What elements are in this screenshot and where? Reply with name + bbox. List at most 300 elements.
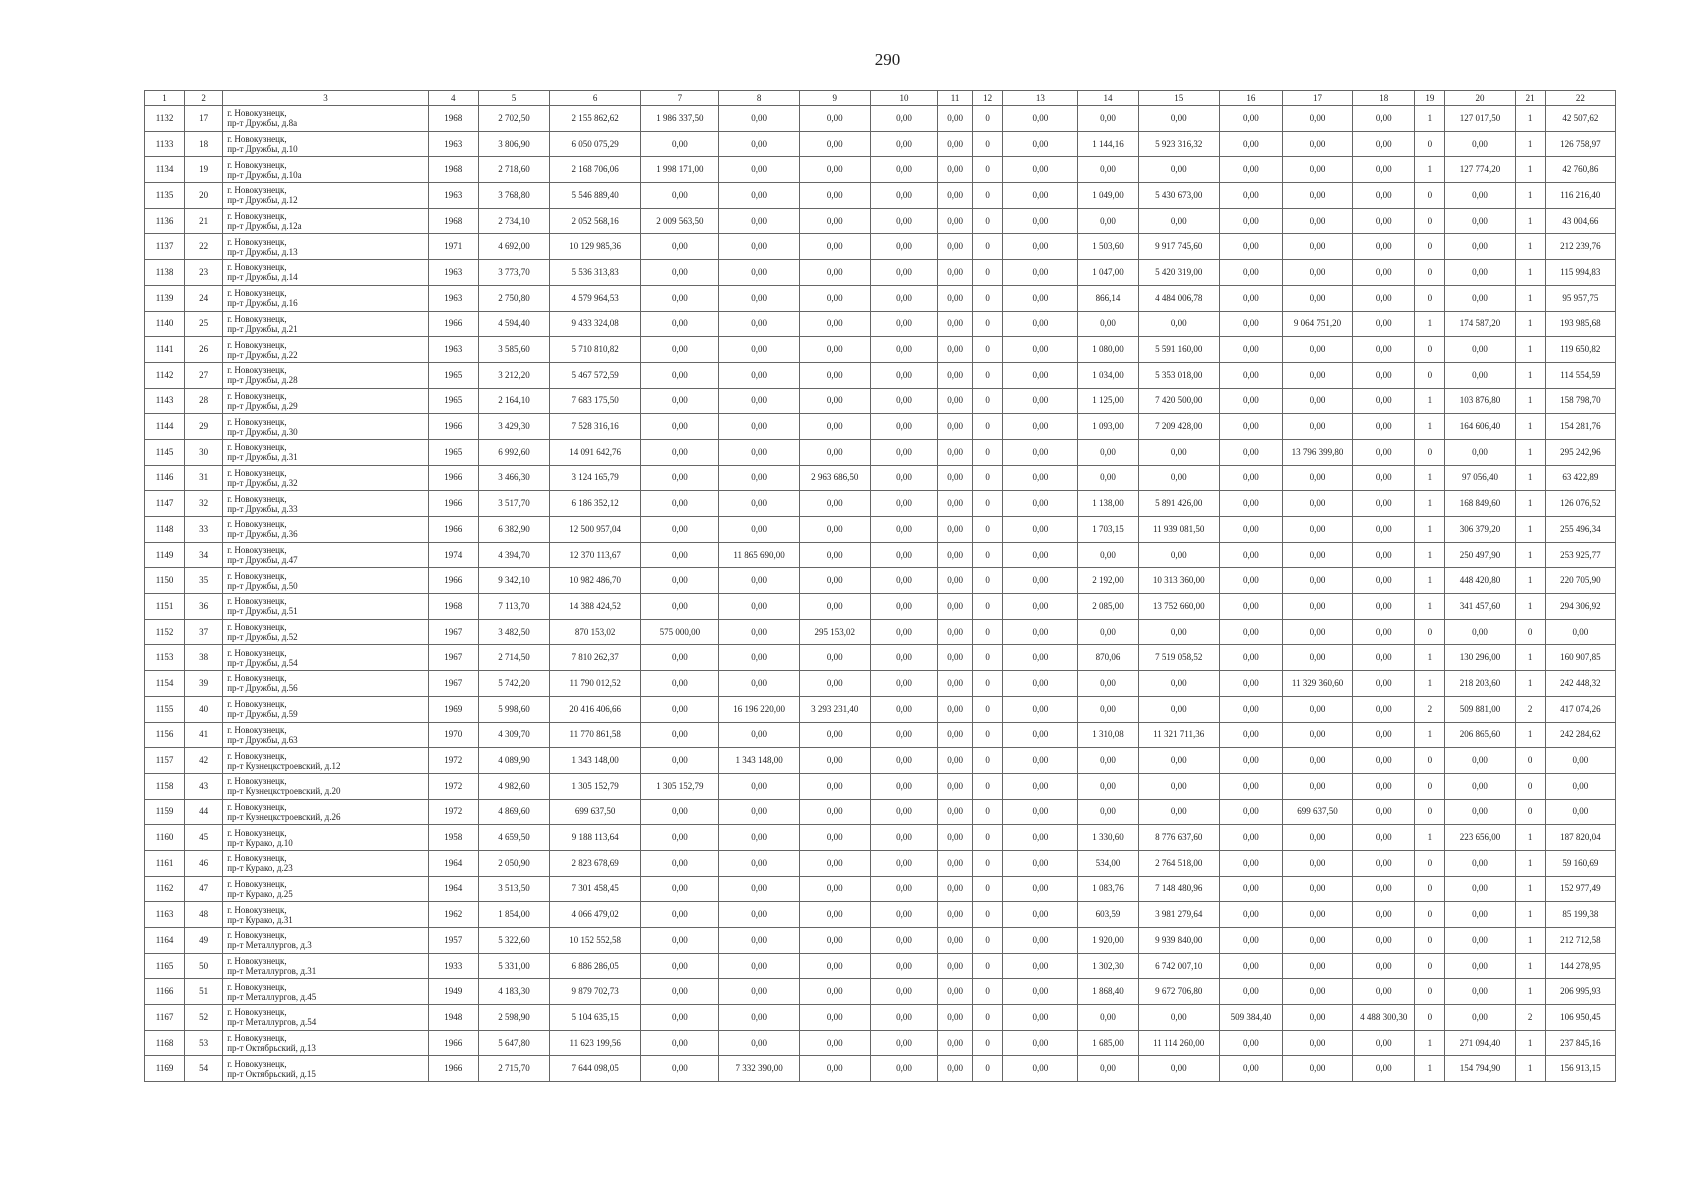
cell-col-4: 1974 [428, 542, 478, 568]
cell-col-8: 0,00 [719, 439, 799, 465]
cell-col-5: 2 734,10 [478, 208, 549, 234]
cell-col-1: 1140 [145, 311, 185, 337]
cell-col-15: 0,00 [1138, 696, 1219, 722]
cell-col-11: 0,00 [938, 773, 973, 799]
cell-col-6: 11 770 861,58 [550, 722, 641, 748]
address-line: г. Новокузнецк, [227, 493, 287, 504]
cell-col-22: 114 554,59 [1545, 362, 1615, 388]
cell-col-15: 9 917 745,60 [1138, 234, 1219, 260]
column-header-20: 20 [1445, 91, 1515, 106]
table-row [145, 311, 1616, 337]
cell-col-22: 160 907,85 [1545, 645, 1615, 671]
cell-col-8: 0,00 [719, 337, 799, 363]
cell-col-15: 2 764 518,00 [1138, 850, 1219, 876]
cell-col-14: 0,00 [1078, 1005, 1138, 1031]
cell-col-4: 1968 [428, 157, 478, 183]
cell-col-20: 0,00 [1445, 285, 1515, 311]
cell-col-15: 0,00 [1138, 106, 1219, 132]
cell-col-5: 3 212,20 [478, 362, 549, 388]
cell-col-5: 3 768,80 [478, 183, 549, 209]
cell-col-8: 0,00 [719, 311, 799, 337]
cell-col-1: 1164 [145, 928, 185, 954]
cell-col-11: 0,00 [938, 285, 973, 311]
cell-col-22: 237 845,16 [1545, 1030, 1615, 1056]
cell-col-20: 0,00 [1445, 337, 1515, 363]
cell-col-4: 1965 [428, 362, 478, 388]
cell-col-9: 0,00 [799, 131, 870, 157]
cell-col-22: 187 820,04 [1545, 825, 1615, 851]
cell-col-12: 0 [973, 773, 1003, 799]
table-row [145, 183, 1616, 209]
cell-col-21: 2 [1515, 1005, 1545, 1031]
cell-col-12: 0 [973, 517, 1003, 543]
cell-col-8: 0,00 [719, 131, 799, 157]
address-cell [223, 208, 429, 234]
cell-col-13: 0,00 [1003, 517, 1078, 543]
cell-col-12: 0 [973, 465, 1003, 491]
cell-col-14: 0,00 [1078, 106, 1138, 132]
cell-col-10: 0,00 [870, 722, 937, 748]
cell-col-20: 0,00 [1445, 850, 1515, 876]
cell-col-16: 0,00 [1219, 388, 1282, 414]
cell-col-18: 0,00 [1353, 337, 1415, 363]
cell-col-15: 10 313 360,00 [1138, 568, 1219, 594]
cell-col-8: 0,00 [719, 568, 799, 594]
cell-col-13: 0,00 [1003, 722, 1078, 748]
cell-col-9: 2 963 686,50 [799, 465, 870, 491]
cell-col-1: 1149 [145, 542, 185, 568]
cell-col-10: 0,00 [870, 414, 937, 440]
cell-col-6: 10 982 486,70 [550, 568, 641, 594]
cell-col-18: 0,00 [1353, 1030, 1415, 1056]
cell-col-20: 0,00 [1445, 619, 1515, 645]
cell-col-16: 0,00 [1219, 645, 1282, 671]
cell-col-2: 27 [185, 362, 223, 388]
cell-col-4: 1967 [428, 619, 478, 645]
column-header-15: 15 [1138, 91, 1219, 106]
cell-col-16: 0,00 [1219, 234, 1282, 260]
cell-col-1: 1150 [145, 568, 185, 594]
cell-col-8: 0,00 [719, 799, 799, 825]
address-line: пр-т Металлургов, д.31 [227, 966, 317, 977]
cell-col-19: 0 [1415, 902, 1445, 928]
cell-col-2: 52 [185, 1005, 223, 1031]
cell-col-6: 3 124 165,79 [550, 465, 641, 491]
cell-col-12: 0 [973, 825, 1003, 851]
cell-col-7: 0,00 [641, 285, 719, 311]
cell-col-8: 0,00 [719, 285, 799, 311]
cell-col-18: 0,00 [1353, 157, 1415, 183]
cell-col-10: 0,00 [870, 285, 937, 311]
cell-col-9: 0,00 [799, 157, 870, 183]
cell-col-6: 7 301 458,45 [550, 876, 641, 902]
cell-col-15: 0,00 [1138, 619, 1219, 645]
cell-col-19: 0 [1415, 439, 1445, 465]
cell-col-22: 0,00 [1545, 773, 1615, 799]
column-header-6: 6 [550, 91, 641, 106]
address-line: г. Новокузнецк, [227, 288, 287, 299]
table-row [145, 465, 1616, 491]
register-table [144, 90, 1616, 1082]
cell-col-5: 4 659,50 [478, 825, 549, 851]
cell-col-1: 1135 [145, 183, 185, 209]
cell-col-22: 158 798,70 [1545, 388, 1615, 414]
cell-col-7: 0,00 [641, 928, 719, 954]
address-cell [223, 979, 429, 1005]
cell-col-12: 0 [973, 388, 1003, 414]
cell-col-21: 0 [1515, 799, 1545, 825]
cell-col-20: 0,00 [1445, 876, 1515, 902]
cell-col-2: 51 [185, 979, 223, 1005]
cell-col-10: 0,00 [870, 517, 937, 543]
cell-col-16: 0,00 [1219, 208, 1282, 234]
cell-col-19: 0 [1415, 183, 1445, 209]
cell-col-17: 0,00 [1282, 131, 1352, 157]
cell-col-17: 0,00 [1282, 928, 1352, 954]
cell-col-2: 19 [185, 157, 223, 183]
table-row [145, 594, 1616, 620]
cell-col-8: 16 196 220,00 [719, 696, 799, 722]
cell-col-10: 0,00 [870, 439, 937, 465]
cell-col-11: 0,00 [938, 928, 973, 954]
cell-col-21: 1 [1515, 234, 1545, 260]
cell-col-18: 0,00 [1353, 491, 1415, 517]
cell-col-6: 5 104 635,15 [550, 1005, 641, 1031]
cell-col-16: 0,00 [1219, 568, 1282, 594]
cell-col-1: 1167 [145, 1005, 185, 1031]
cell-col-8: 0,00 [719, 671, 799, 697]
cell-col-20: 271 094,40 [1445, 1030, 1515, 1056]
cell-col-4: 1965 [428, 388, 478, 414]
address-line: г. Новокузнецк, [227, 1033, 287, 1044]
cell-col-5: 3 513,50 [478, 876, 549, 902]
address-line: г. Новокузнецк, [227, 699, 287, 710]
cell-col-22: 154 281,76 [1545, 414, 1615, 440]
cell-col-10: 0,00 [870, 260, 937, 286]
cell-col-12: 0 [973, 285, 1003, 311]
cell-col-2: 42 [185, 748, 223, 774]
cell-col-11: 0,00 [938, 568, 973, 594]
cell-col-2: 28 [185, 388, 223, 414]
address-cell [223, 517, 429, 543]
cell-col-13: 0,00 [1003, 491, 1078, 517]
address-line: пр-т Дружбы, д.10а [227, 169, 302, 180]
address-line: пр-т Дружбы, д.29 [227, 400, 298, 411]
cell-col-22: 115 994,83 [1545, 260, 1615, 286]
cell-col-6: 2 823 678,69 [550, 850, 641, 876]
cell-col-7: 0,00 [641, 979, 719, 1005]
cell-col-14: 1 685,00 [1078, 1030, 1138, 1056]
cell-col-4: 1972 [428, 748, 478, 774]
cell-col-22: 63 422,89 [1545, 465, 1615, 491]
table-row [145, 285, 1616, 311]
cell-col-19: 1 [1415, 1056, 1445, 1082]
cell-col-9: 0,00 [799, 568, 870, 594]
cell-col-22: 156 913,15 [1545, 1056, 1615, 1082]
cell-col-12: 0 [973, 157, 1003, 183]
address-line: пр-т Дружбы, д.12 [227, 195, 298, 206]
cell-col-16: 0,00 [1219, 1056, 1282, 1082]
cell-col-9: 0,00 [799, 825, 870, 851]
cell-col-9: 0,00 [799, 491, 870, 517]
cell-col-16: 0,00 [1219, 722, 1282, 748]
cell-col-6: 4 579 964,53 [550, 285, 641, 311]
address-line: пр-т Дружбы, д.16 [227, 298, 298, 309]
cell-col-17: 0,00 [1282, 260, 1352, 286]
cell-col-11: 0,00 [938, 645, 973, 671]
cell-col-21: 1 [1515, 979, 1545, 1005]
cell-col-19: 1 [1415, 157, 1445, 183]
cell-col-19: 0 [1415, 260, 1445, 286]
cell-col-4: 1948 [428, 1005, 478, 1031]
cell-col-18: 0,00 [1353, 645, 1415, 671]
cell-col-12: 0 [973, 645, 1003, 671]
cell-col-18: 4 488 300,30 [1353, 1005, 1415, 1031]
address-line: г. Новокузнецк, [227, 596, 287, 607]
cell-col-5: 2 718,60 [478, 157, 549, 183]
cell-col-6: 2 155 862,62 [550, 106, 641, 132]
cell-col-12: 0 [973, 594, 1003, 620]
cell-col-18: 0,00 [1353, 208, 1415, 234]
cell-col-19: 0 [1415, 979, 1445, 1005]
cell-col-7: 1 986 337,50 [641, 106, 719, 132]
cell-col-8: 0,00 [719, 491, 799, 517]
address-line: г. Новокузнецк, [227, 339, 287, 350]
cell-col-5: 4 089,90 [478, 748, 549, 774]
cell-col-19: 0 [1415, 799, 1445, 825]
cell-col-16: 0,00 [1219, 748, 1282, 774]
cell-col-21: 1 [1515, 337, 1545, 363]
cell-col-6: 2 052 568,16 [550, 208, 641, 234]
cell-col-11: 0,00 [938, 825, 973, 851]
cell-col-13: 0,00 [1003, 902, 1078, 928]
cell-col-21: 1 [1515, 106, 1545, 132]
cell-col-6: 10 129 985,36 [550, 234, 641, 260]
cell-col-19: 1 [1415, 645, 1445, 671]
cell-col-12: 0 [973, 953, 1003, 979]
cell-col-15: 7 148 480,96 [1138, 876, 1219, 902]
cell-col-6: 1 343 148,00 [550, 748, 641, 774]
cell-col-10: 0,00 [870, 1030, 937, 1056]
cell-col-21: 1 [1515, 260, 1545, 286]
cell-col-9: 0,00 [799, 1005, 870, 1031]
address-line: г. Новокузнецк, [227, 236, 287, 247]
cell-col-15: 0,00 [1138, 157, 1219, 183]
cell-col-7: 0,00 [641, 414, 719, 440]
cell-col-10: 0,00 [870, 388, 937, 414]
cell-col-20: 127 774,20 [1445, 157, 1515, 183]
cell-col-10: 0,00 [870, 491, 937, 517]
cell-col-13: 0,00 [1003, 876, 1078, 902]
cell-col-16: 0,00 [1219, 594, 1282, 620]
cell-col-12: 0 [973, 619, 1003, 645]
table-row [145, 722, 1616, 748]
address-line: пр-т Дружбы, д.8а [227, 118, 298, 129]
cell-col-17: 13 796 399,80 [1282, 439, 1352, 465]
cell-col-15: 5 591 160,00 [1138, 337, 1219, 363]
cell-col-20: 130 296,00 [1445, 645, 1515, 671]
cell-col-9: 0,00 [799, 594, 870, 620]
cell-col-13: 0,00 [1003, 696, 1078, 722]
cell-col-1: 1162 [145, 876, 185, 902]
cell-col-6: 7 644 098,05 [550, 1056, 641, 1082]
cell-col-13: 0,00 [1003, 311, 1078, 337]
cell-col-12: 0 [973, 568, 1003, 594]
cell-col-11: 0,00 [938, 953, 973, 979]
cell-col-11: 0,00 [938, 234, 973, 260]
cell-col-7: 0,00 [641, 799, 719, 825]
cell-col-9: 0,00 [799, 953, 870, 979]
address-line: пр-т Дружбы, д.28 [227, 375, 298, 386]
address-line: пр-т Дружбы, д.32 [227, 477, 298, 488]
cell-col-1: 1165 [145, 953, 185, 979]
address-line: пр-т Курако, д.23 [227, 863, 293, 874]
cell-col-6: 5 710 810,82 [550, 337, 641, 363]
cell-col-15: 0,00 [1138, 208, 1219, 234]
cell-col-14: 534,00 [1078, 850, 1138, 876]
table-row [145, 902, 1616, 928]
cell-col-15: 5 923 316,32 [1138, 131, 1219, 157]
cell-col-4: 1971 [428, 234, 478, 260]
cell-col-6: 7 683 175,50 [550, 388, 641, 414]
cell-col-20: 218 203,60 [1445, 671, 1515, 697]
cell-col-22: 212 239,76 [1545, 234, 1615, 260]
cell-col-21: 1 [1515, 542, 1545, 568]
address-line: пр-т Дружбы, д.31 [227, 452, 298, 463]
cell-col-22: 212 712,58 [1545, 928, 1615, 954]
cell-col-6: 7 528 316,16 [550, 414, 641, 440]
cell-col-21: 1 [1515, 439, 1545, 465]
cell-col-20: 0,00 [1445, 362, 1515, 388]
cell-col-14: 1 047,00 [1078, 260, 1138, 286]
cell-col-22: 242 448,32 [1545, 671, 1615, 697]
table-row [145, 1030, 1616, 1056]
cell-col-17: 0,00 [1282, 157, 1352, 183]
cell-col-17: 0,00 [1282, 542, 1352, 568]
cell-col-18: 0,00 [1353, 311, 1415, 337]
cell-col-7: 0,00 [641, 594, 719, 620]
cell-col-21: 1 [1515, 902, 1545, 928]
cell-col-11: 0,00 [938, 208, 973, 234]
address-cell [223, 748, 429, 774]
cell-col-9: 0,00 [799, 722, 870, 748]
cell-col-16: 0,00 [1219, 696, 1282, 722]
cell-col-6: 6 050 075,29 [550, 131, 641, 157]
address-line: пр-т Дружбы, д.21 [227, 323, 298, 334]
cell-col-22: 294 306,92 [1545, 594, 1615, 620]
cell-col-2: 24 [185, 285, 223, 311]
address-line: г. Новокузнецк, [227, 442, 287, 453]
cell-col-8: 0,00 [719, 619, 799, 645]
cell-col-7: 0,00 [641, 491, 719, 517]
address-cell [223, 928, 429, 954]
address-cell [223, 773, 429, 799]
cell-col-20: 0,00 [1445, 902, 1515, 928]
cell-col-7: 0,00 [641, 902, 719, 928]
cell-col-6: 11 790 012,52 [550, 671, 641, 697]
cell-col-15: 0,00 [1138, 671, 1219, 697]
cell-col-5: 4 692,00 [478, 234, 549, 260]
cell-col-18: 0,00 [1353, 234, 1415, 260]
cell-col-22: 42 760,86 [1545, 157, 1615, 183]
cell-col-7: 0,00 [641, 850, 719, 876]
cell-col-2: 34 [185, 542, 223, 568]
cell-col-13: 0,00 [1003, 979, 1078, 1005]
cell-col-22: 152 977,49 [1545, 876, 1615, 902]
cell-col-22: 144 278,95 [1545, 953, 1615, 979]
cell-col-5: 4 309,70 [478, 722, 549, 748]
cell-col-11: 0,00 [938, 722, 973, 748]
cell-col-11: 0,00 [938, 362, 973, 388]
address-cell [223, 311, 429, 337]
cell-col-21: 1 [1515, 1030, 1545, 1056]
address-line: пр-т Дружбы, д.47 [227, 555, 298, 566]
cell-col-8: 0,00 [719, 953, 799, 979]
cell-col-13: 0,00 [1003, 1030, 1078, 1056]
cell-col-13: 0,00 [1003, 594, 1078, 620]
cell-col-1: 1168 [145, 1030, 185, 1056]
cell-col-20: 0,00 [1445, 928, 1515, 954]
cell-col-13: 0,00 [1003, 953, 1078, 979]
address-line: пр-т Дружбы, д.51 [227, 606, 298, 617]
cell-col-21: 1 [1515, 183, 1545, 209]
cell-col-8: 0,00 [719, 157, 799, 183]
cell-col-11: 0,00 [938, 465, 973, 491]
cell-col-11: 0,00 [938, 619, 973, 645]
cell-col-21: 1 [1515, 876, 1545, 902]
cell-col-8: 7 332 390,00 [719, 1056, 799, 1082]
cell-col-14: 2 192,00 [1078, 568, 1138, 594]
cell-col-6: 10 152 552,58 [550, 928, 641, 954]
cell-col-2: 53 [185, 1030, 223, 1056]
cell-col-2: 21 [185, 208, 223, 234]
address-cell [223, 362, 429, 388]
header-row [145, 91, 1616, 106]
cell-col-12: 0 [973, 799, 1003, 825]
cell-col-20: 223 656,00 [1445, 825, 1515, 851]
cell-col-14: 870,06 [1078, 645, 1138, 671]
address-line: г. Новокузнецк, [227, 570, 287, 581]
column-header-21: 21 [1515, 91, 1545, 106]
cell-col-12: 0 [973, 362, 1003, 388]
cell-col-19: 0 [1415, 619, 1445, 645]
cell-col-20: 164 606,40 [1445, 414, 1515, 440]
cell-col-8: 0,00 [719, 1005, 799, 1031]
address-line: г. Новокузнецк, [227, 159, 287, 170]
cell-col-19: 1 [1415, 722, 1445, 748]
cell-col-7: 0,00 [641, 671, 719, 697]
cell-col-11: 0,00 [938, 131, 973, 157]
cell-col-8: 0,00 [719, 825, 799, 851]
cell-col-22: 126 758,97 [1545, 131, 1615, 157]
cell-col-10: 0,00 [870, 362, 937, 388]
cell-col-21: 1 [1515, 517, 1545, 543]
cell-col-16: 0,00 [1219, 542, 1282, 568]
cell-col-12: 0 [973, 311, 1003, 337]
cell-col-9: 0,00 [799, 183, 870, 209]
cell-col-19: 1 [1415, 671, 1445, 697]
cell-col-18: 0,00 [1353, 928, 1415, 954]
cell-col-10: 0,00 [870, 953, 937, 979]
cell-col-16: 0,00 [1219, 773, 1282, 799]
address-line: пр-т Металлургов, д.3 [227, 940, 312, 951]
cell-col-21: 1 [1515, 953, 1545, 979]
cell-col-6: 9 433 324,08 [550, 311, 641, 337]
cell-col-9: 0,00 [799, 1030, 870, 1056]
cell-col-19: 1 [1415, 491, 1445, 517]
cell-col-1: 1139 [145, 285, 185, 311]
cell-col-10: 0,00 [870, 799, 937, 825]
